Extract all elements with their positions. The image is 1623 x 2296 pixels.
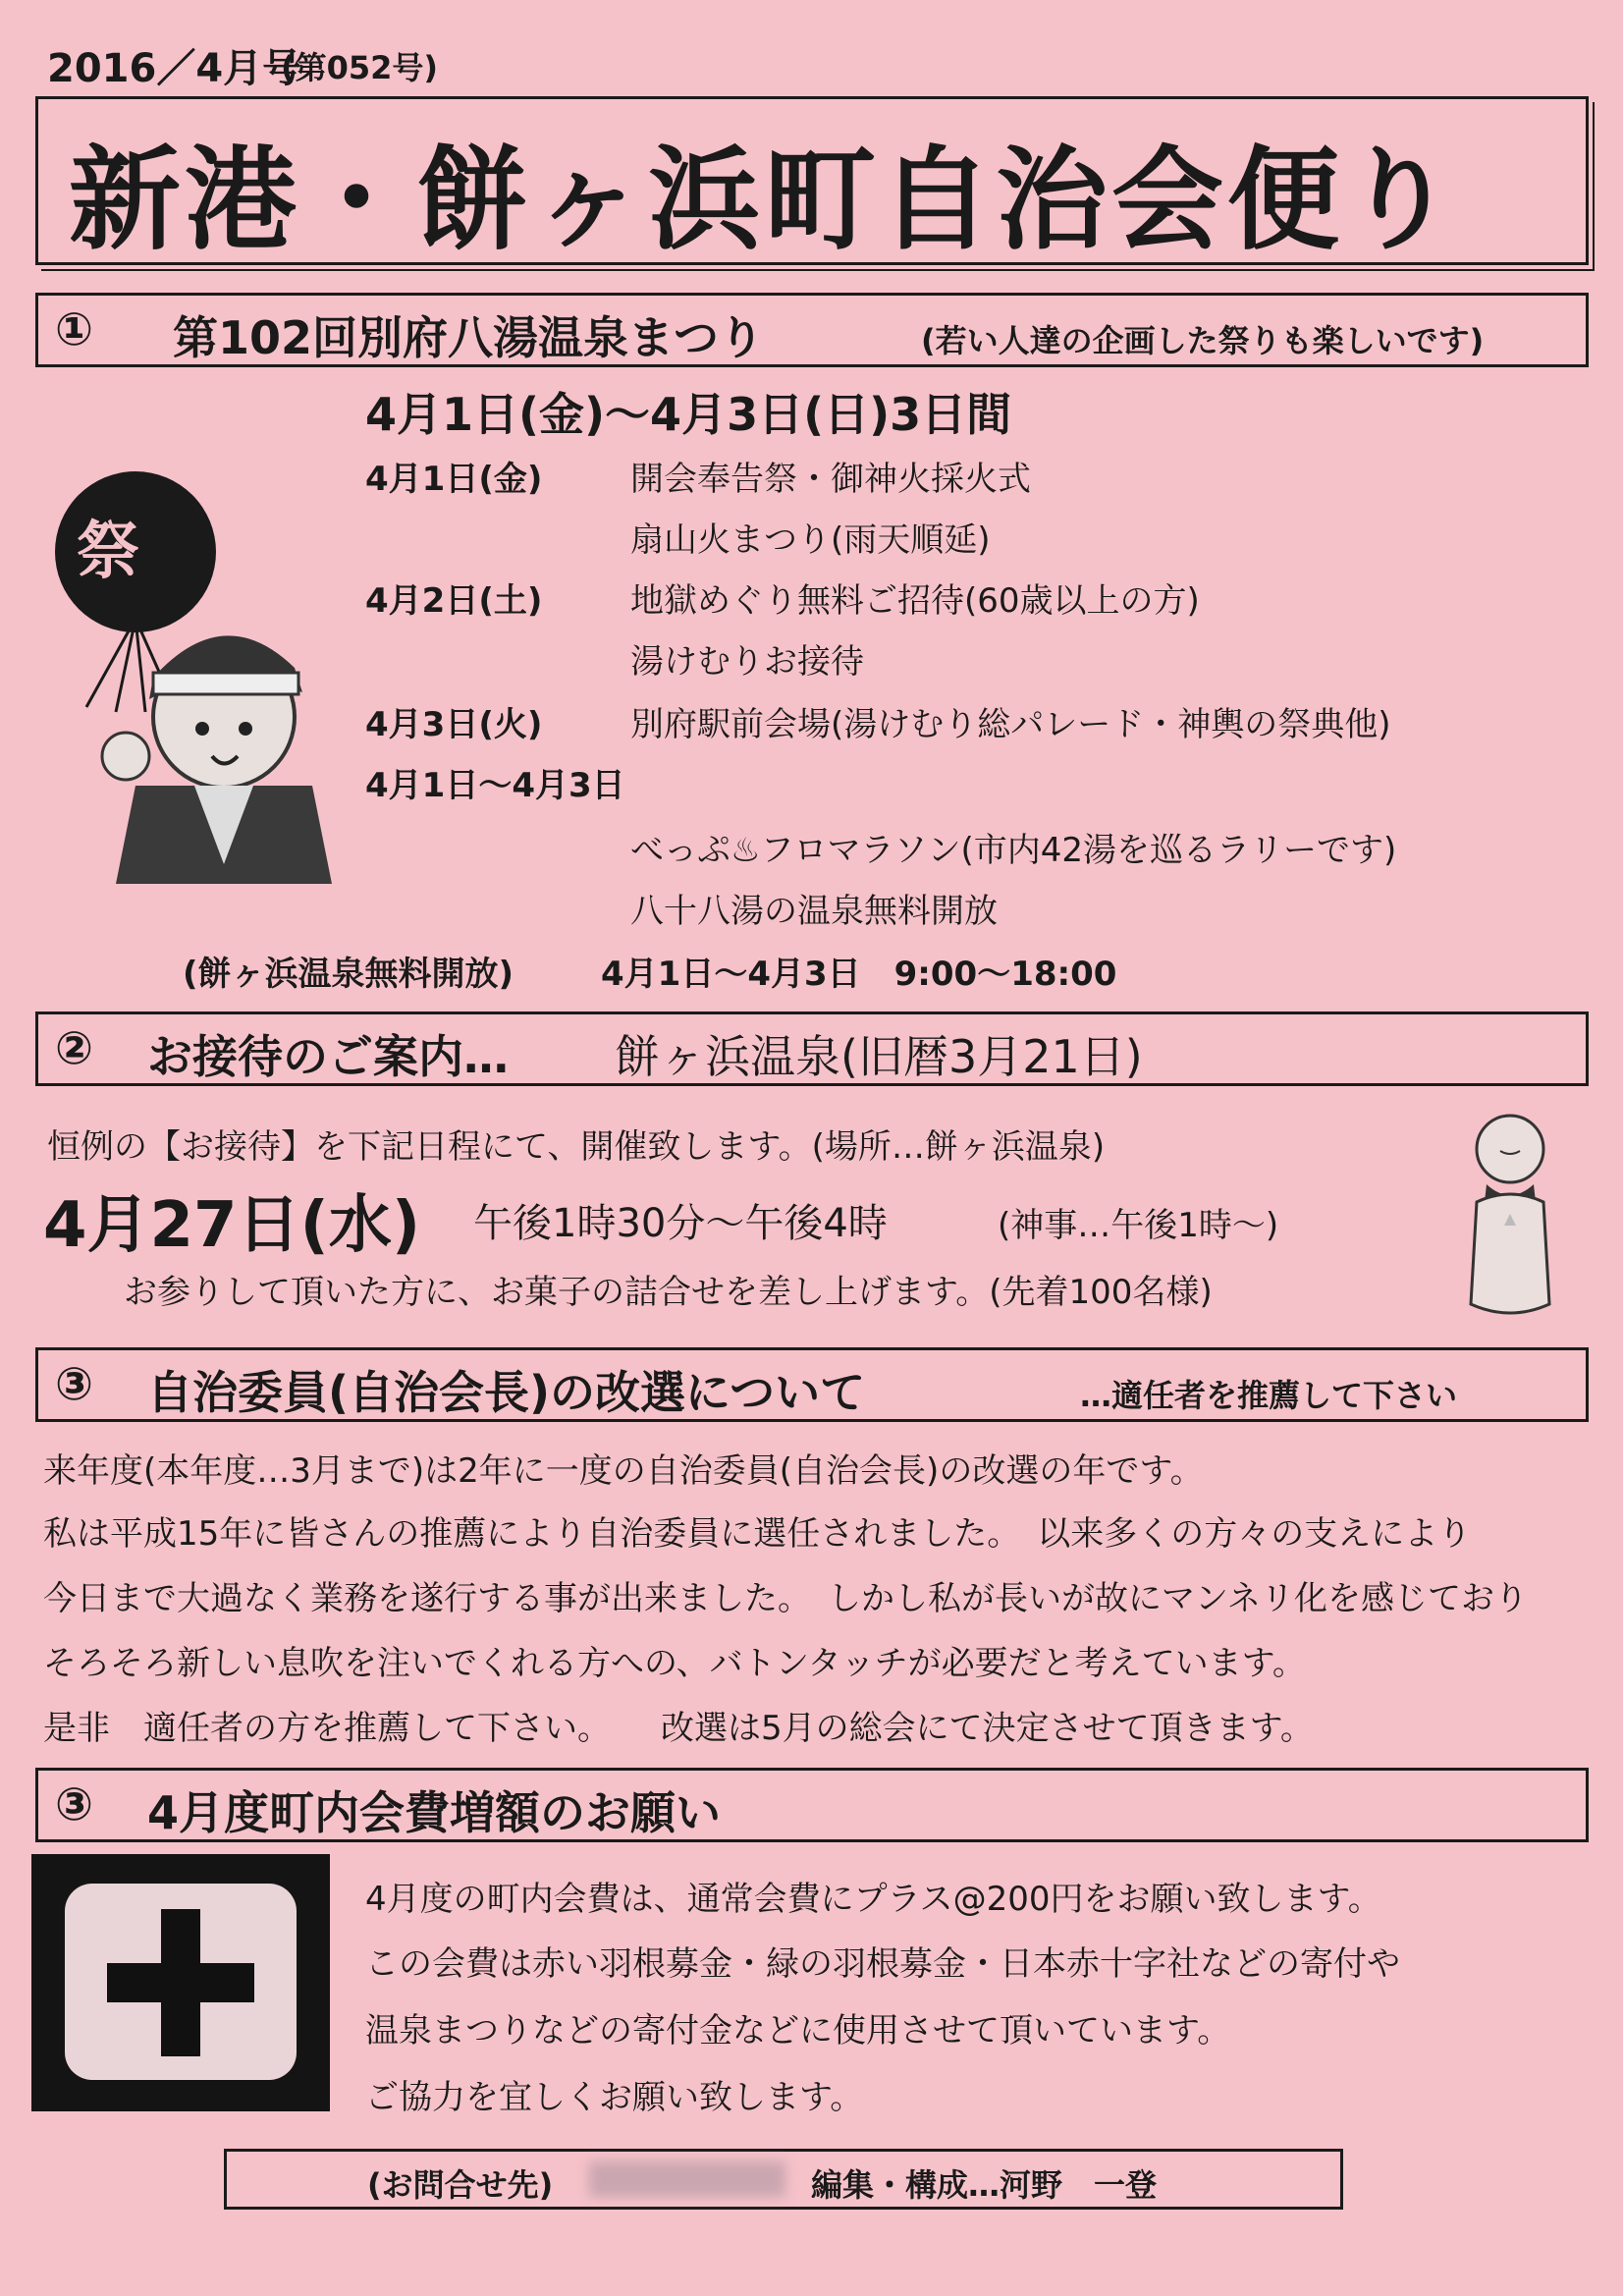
sec1-event-text: べっぷ♨フロマラソン(市内42湯を巡るラリーです) — [630, 831, 1397, 870]
sec1-event-text: 八十八湯の温泉無料開放 — [630, 892, 998, 931]
sec1-num: ① — [55, 302, 93, 355]
sec3-line: 今日まで大過なく業務を遂行する事が出来ました。 しかし私が長いが故にマンネリ化を感じており — [43, 1579, 1528, 1618]
sec2-line3: お参りして頂いた方に、お菓子の詰合せを差し上げます。(先着100名様) — [124, 1273, 1213, 1312]
sec1-event-text: 地獄めぐり無料ご招待(60歳以上の方) — [630, 581, 1200, 621]
sec3-line: そろそろ新しい息吹を注いでくれる方への、バトンタッチが必要だと考えています。 — [43, 1644, 1306, 1683]
issue-date: 2016／4月号 — [47, 46, 302, 91]
sec3-heading: 自治委員(自治会長)の改選について — [147, 1366, 866, 1419]
sec4-line: ご協力を宜しくお願い致します。 — [365, 2078, 864, 2117]
sec1-event-text: 別府駅前会場(湯けむり総パレード・神輿の祭典他) — [630, 705, 1391, 744]
sec3-line: 来年度(本年度…3月まで)は2年に一度の自治委員(自治会長)の改選の年です。 — [43, 1451, 1204, 1491]
sec4-line: 4月度の町内会費は、通常会費にプラス@200円をお願い致します。 — [365, 1880, 1381, 1919]
sec1-event-text: 湯けむりお接待 — [630, 642, 864, 682]
onsen-free-time: 4月1日～4月3日 9:00～18:00 — [601, 955, 1117, 994]
fan-label: 祭 — [77, 516, 139, 588]
sec2-date: 4月27日(水) — [43, 1189, 421, 1262]
sec2-time-note: (神事…午後1時～) — [998, 1206, 1279, 1245]
sec1-event-date: 4月1日～4月3日 — [365, 766, 625, 805]
sec4-line: この会費は赤い羽根募金・緑の羽根募金・日本赤十字社などの寄付や — [365, 1944, 1400, 1984]
sec2-heading: お接待のご案内… — [147, 1030, 509, 1083]
sec1-event-date: 4月2日(土) — [365, 581, 543, 621]
sec1-heading-note: (若い人達の企画した祭りも楽しいです) — [921, 322, 1485, 359]
cross-icon — [31, 1854, 330, 2111]
sec2-num: ② — [55, 1021, 93, 1074]
sec3-num: ③ — [55, 1357, 93, 1410]
sec1-period: 4月1日(金)～4月3日(日)3日間 — [365, 388, 1012, 441]
jizo-statue-illustration — [1451, 1108, 1569, 1324]
page-title: 新港・餅ヶ浜町自治会便り — [69, 135, 1460, 265]
sec2-time: 午後1時30分～午後4時 — [473, 1201, 888, 1246]
phone-redacted — [589, 2161, 785, 2197]
contact-label: (お問合せ先) — [367, 2166, 554, 2204]
sec1-event-date: 4月1日(金) — [365, 460, 543, 499]
editor-credit: 編集・構成…河野 一登 — [811, 2166, 1158, 2204]
sec2-line1: 恒例の【お接待】を下記日程にて、開催致します。(場所…餅ヶ浜温泉) — [47, 1127, 1106, 1167]
issue-number: (第052号) — [281, 49, 439, 86]
sec4-num: ③ — [55, 1777, 93, 1831]
sec1-event-text: 開会奉告祭・御神火採火式 — [630, 460, 1031, 499]
sec2-heading-rest: 餅ヶ浜温泉(旧暦3月21日) — [615, 1030, 1143, 1083]
contact-phone — [589, 2159, 785, 2197]
sec1-heading: 第102回別府八湯温泉まつり — [173, 311, 765, 364]
sec4-heading: 4月度町内会費増額のお願い — [147, 1786, 722, 1839]
sec3-line: 私は平成15年に皆さんの推薦により自治委員に選任されました。 以来多くの方々の支えにより — [43, 1514, 1472, 1554]
sec4-line: 温泉まつりなどの寄付金などに使用させて頂いています。 — [365, 2011, 1231, 2050]
sec1-event-text: 扇山火まつり(雨天順延) — [630, 520, 991, 560]
sec3-line: 是非 適任者の方を推薦して下さい。 改選は5月の総会にて決定させて頂きます。 — [43, 1709, 1314, 1748]
onsen-free-label: (餅ヶ浜温泉無料開放) — [183, 955, 514, 994]
sec1-event-date: 4月3日(火) — [365, 705, 543, 744]
sec3-heading-note: …適任者を推薦して下さい — [1080, 1377, 1458, 1414]
